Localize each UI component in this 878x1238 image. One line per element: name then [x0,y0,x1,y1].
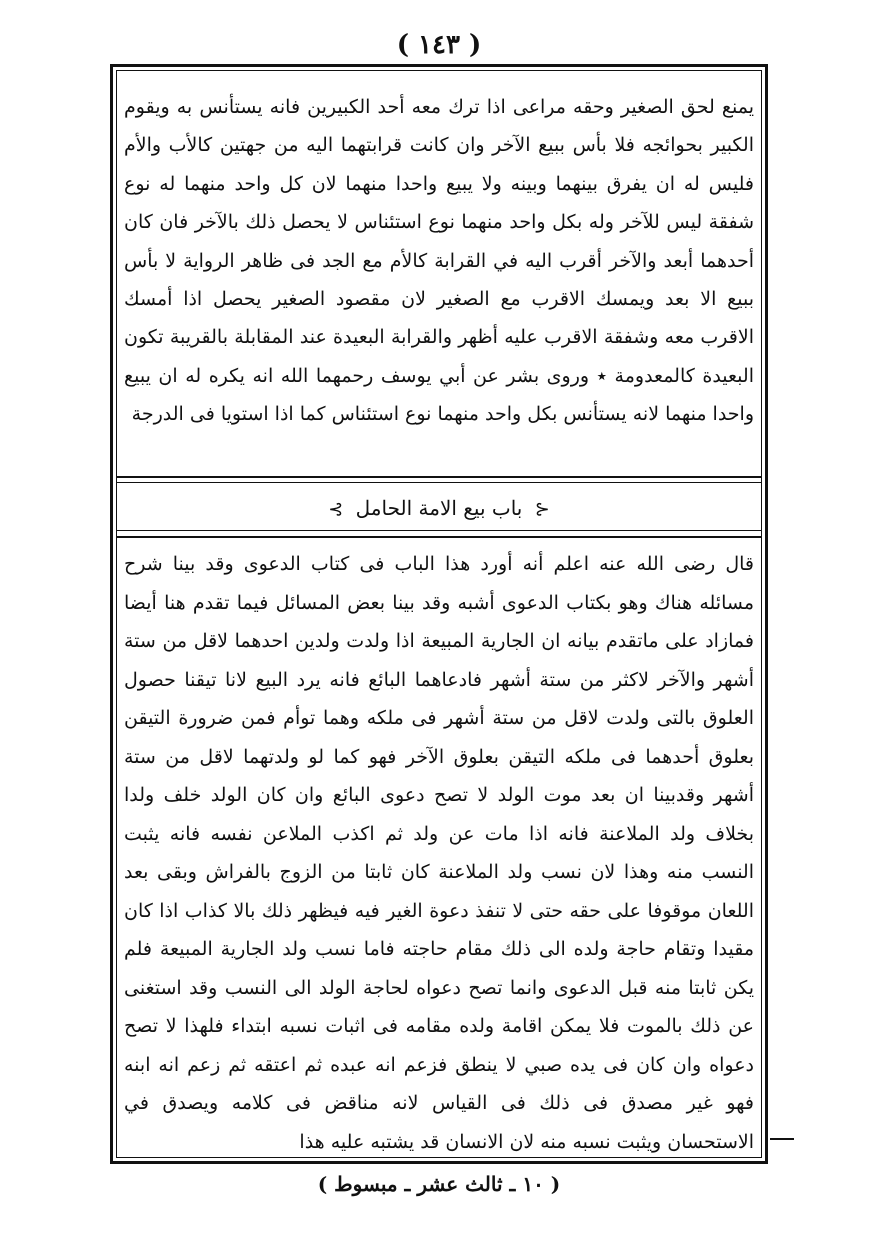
ornament-left-icon: ⊱ [328,499,344,520]
body-text-upper: يمنع لحق الصغير وحقه مراعى اذا ترك معه أحد الكبيرين فانه يستأنس به ويقوم الكبير بحوائجه فلا بأس ببيع الآخر وان كانت قرابتهما اليه من جهتين كالأب والأم فليس له ان يفرق بينهما وبينه ولا يبيع واحدا منهما لان كل واحد منهما له نوع شفقة ليس للآخر وله بكل واحد منهما نوع استئناس لا يحصل ذلك بالآخر فان كان أحدهما أبعد والآخر أقرب اليه في القرابة كالأم مع الجد فى ظاهر الرواية لا بأس ببيع الا بعد ويمسك الاقرب مع الصغير لان مقصود الصغير يحصل اذا أمسك الاقرب معه وشفقة الاقرب عليه أظهر والقرابة البعيدة عند المقابلة بالقريبة تكون البعيدة كالمعدومة ٭ وروى بشر عن أبي يوسف رحمهما الله انه يكره له ان يبيع واحدا منهما لانه يستأنس بكل واحد منهما نوع استئناس كما اذا استويا فى الدرجة [124,96,754,426]
page-number: ( ١٤٣ ) [396,30,482,60]
ornament-right-icon: ⊰ [534,499,550,520]
chapter-title: باب بيع الامة الحامل [355,496,523,520]
chapter-heading [117,488,761,530]
divider-top-thin [117,482,761,483]
divider-bottom-thin [117,530,761,531]
divider-bottom-thick [117,536,761,538]
margin-mark [770,1138,794,1140]
footer-signature: ( ١٠ ـ ثالث عشر ـ مبسوط ) [317,1172,561,1196]
body-text-lower: قال رضى الله عنه اعلم أنه أورد هذا الباب فى كتاب الدعوى وقد بينا شرح مسائله هناك وهو بكتاب الدعوى أشبه وقد بينا بعض المسائل فيما تقدم هنا أيضا فمازاد على ماتقدم بيانه ان الجارية المبيعة اذا ولدت ولدين احدهما لاقل من ستة أشهر والآخر لاكثر من ستة أشهر فادعاهما البائع فانه يرد البيع لانا تيقنا حصول العلوق بالتى ولدت لاقل من ستة أشهر فى ملكه وهما توأم فمن ضرورة التيقن بعلوق أحدهما فى ملكه التيقن بعلوق الآخر فهو كما لو ولدتهما لاقل من ستة أشهر وقدبينا ان بعد موت الولد لا تصح دعوى البائع وان كان الولد خلف ولدا بخلاف ولد الملاعنة فانه اذا مات عن ولد ثم اكذب الملاعن نفسه فانه يثبت النسب منه وهذا لان نسب ولد الملاعنة كان ثابتا من الزوج بالفراش وبقى بعد اللعان موقوفا على حقه حتى لا تنفذ دعوة الغير فيه فيظهر ذلك بالا كذاب اذا كان مقيدا وتقام حاجة ولده الى ذلك مقام حاجته فاما نسب ولد الجارية المبيعة فلم يكن ثابتا منه قبل الدعوى وانما تصح دعواه لحاجة الولد الى النسب وقد استغنى عن ذلك بالموت فلا يمكن اقامة ولده مقامه فى اثبات نسبه ابتداء فلهذا لا تصح دعواه وان كان فى يده صبي لا ينطق فزعم انه عبده ثم اعتقه ثم زعم انه ابنه فهو غير مصدق فى ذلك فى القياس لانه مناقض فى كلامه ويصدق في الاستحسان ويثبت نسبه منه لان الانسان قد يشتبه عليه هذا [124,553,754,1153]
divider-top-thick [117,476,761,478]
